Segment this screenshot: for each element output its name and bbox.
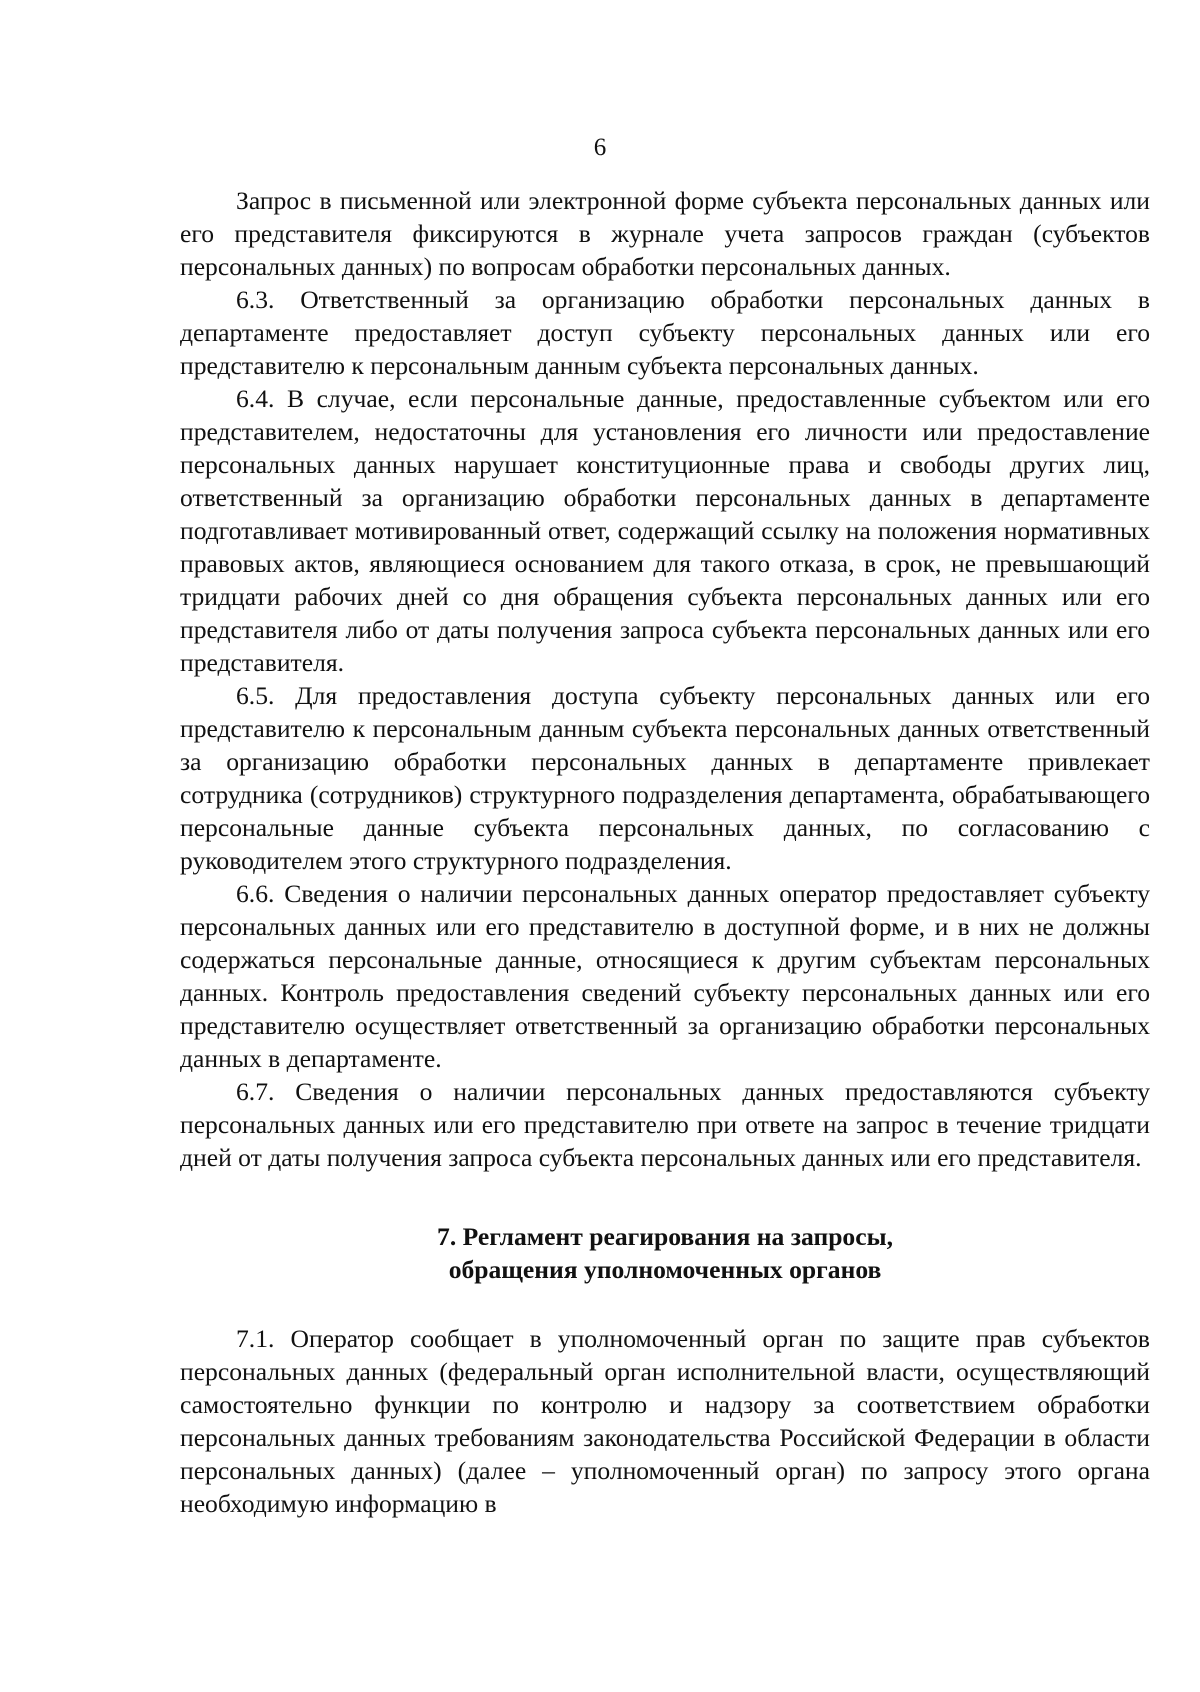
- paragraph-6-6: 6.6. Сведения о наличии персональных данных оператор предоставляет субъекту персональных данных или его представителю в доступной форме, и в них не должны содержаться персональные данные, относящиеся к другим субъектам персональных данных. Контроль предоставления сведений субъекту персональных данных или его представителю осуществляет ответственный за организацию обработки персональных данных в департаменте.: [180, 879, 1150, 1073]
- document-body: [180, 184, 1150, 1520]
- section-7-heading: [180, 1220, 1150, 1286]
- paragraph-6-5: 6.5. Для предоставления доступа субъекту персональных данных или его представителю к персональным данным субъекта персональных данных ответственный за организацию обработки персональных данных в департаменте привлекает сотрудника (сотрудников) структурного подразделения департамента, обрабатывающего персональные данные субъекта персональных данных, по согласованию с руководителем этого структурного подразделения.: [180, 681, 1150, 875]
- section-heading-line-2: обращения уполномоченных органов: [448, 1255, 882, 1284]
- paragraph-6-4: 6.4. В случае, если персональные данные, предоставленные субъектом или его представителем, недостаточны для установления его личности или предоставление персональных данных нарушает конституционные права и свободы других лиц, ответственный за организацию обработки персональных данных в департаменте подготавливает мотивированный ответ, содержащий ссылку на положения нормативных правовых актов, являющиеся основанием для такого отказа, в срок, не превышающий тридцати рабочих дней со дня обращения субъекта персональных данных или его представителя либо от даты получения запроса субъекта персональных данных или его представителя.: [180, 384, 1150, 677]
- page-number: 6: [593, 134, 607, 161]
- paragraph-6-3: 6.3. Ответственный за организацию обработки персональных данных в департаменте предоставляет доступ субъекту персональных данных или его представителю к персональным данным субъекта персональных данных.: [180, 285, 1150, 380]
- paragraph-6-7: 6.7. Сведения о наличии персональных данных предоставляются субъекту персональных данных или его представителю при ответе на запрос в течение тридцати дней от даты получения запроса субъекта персональных данных или его представителя.: [180, 1077, 1150, 1172]
- paragraph-request-registration: Запрос в письменной или электронной форме субъекта персональных данных или его представителя фиксируются в журнале учета запросов граждан (субъектов персональных данных) по вопросам обработки персональных данных.: [180, 186, 1150, 281]
- paragraph-7-1: 7.1. Оператор сообщает в уполномоченный орган по защите прав субъектов персональных данных (федеральный орган исполнительной власти, осуществляющий самостоятельно функции по контролю и надзору за соответствием обработки персональных данных требованиям законодательства Российской Федерации в области персональных данных) (далее – уполномоченный орган) по запросу этого органа необходимую информацию в: [180, 1324, 1150, 1518]
- section-heading-line-1: 7. Регламент реагирования на запросы,: [437, 1222, 893, 1251]
